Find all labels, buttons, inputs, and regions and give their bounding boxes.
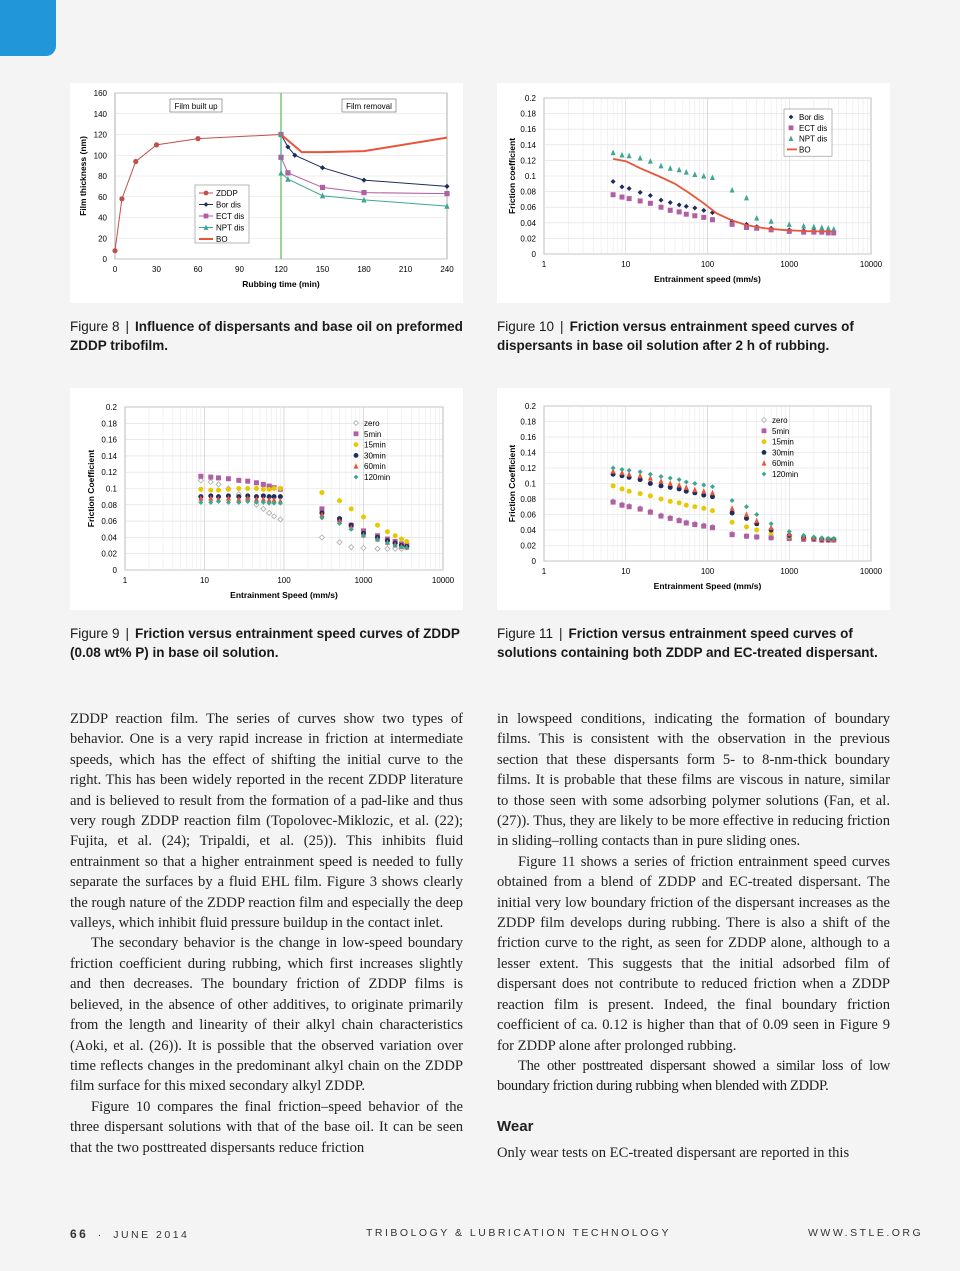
legend-label: 5min bbox=[772, 426, 790, 436]
caption-number: Figure 8 bbox=[70, 319, 120, 334]
legend bbox=[784, 109, 832, 156]
data-point bbox=[701, 506, 706, 511]
section-heading-wear: Wear bbox=[497, 1117, 534, 1135]
data-point bbox=[337, 498, 342, 503]
y-tick-label: 0.18 bbox=[520, 417, 536, 427]
x-tick-label: 10 bbox=[200, 576, 209, 585]
data-point bbox=[261, 482, 266, 487]
data-point bbox=[236, 478, 241, 483]
data-point bbox=[354, 453, 359, 458]
data-point bbox=[208, 488, 213, 493]
y-axis-label: Friction Coefficient bbox=[86, 449, 96, 528]
data-point bbox=[245, 486, 250, 491]
y-tick-label: 0.04 bbox=[520, 526, 536, 535]
data-point bbox=[684, 521, 689, 526]
y-tick-label: 0.16 bbox=[520, 125, 536, 135]
data-point bbox=[638, 198, 643, 203]
corner-accent bbox=[0, 0, 56, 56]
x-tick-label: 1000 bbox=[354, 576, 373, 585]
data-point bbox=[285, 170, 290, 175]
data-point bbox=[611, 500, 616, 505]
legend-label: 30min bbox=[772, 448, 794, 458]
legend-label: 60min bbox=[772, 459, 794, 469]
x-tick-label: 100 bbox=[277, 576, 291, 585]
left-column bbox=[70, 709, 463, 1158]
data-point bbox=[684, 503, 689, 508]
legend-label: 30min bbox=[364, 451, 386, 461]
legend-label: NPT dis bbox=[799, 134, 828, 144]
data-point bbox=[198, 487, 203, 492]
y-tick-label: 0.04 bbox=[520, 218, 536, 228]
y-axis-label: Friction coefficient bbox=[507, 137, 517, 215]
data-point bbox=[216, 475, 221, 480]
figure-9-caption: Figure 9 | Friction versus entrainment speed curves of ZDDP (0.08 wt% P) in base oil solution. bbox=[70, 626, 460, 660]
data-point bbox=[254, 486, 259, 491]
data-point bbox=[648, 481, 653, 486]
caption-number: Figure 11 bbox=[497, 626, 554, 641]
x-tick-label: 150 bbox=[315, 265, 330, 274]
data-point bbox=[627, 504, 632, 509]
x-tick-label: 90 bbox=[235, 265, 244, 274]
x-tick-label: 10 bbox=[621, 260, 631, 269]
y-tick-label: 140 bbox=[93, 109, 107, 119]
y-tick-label: 0.1 bbox=[524, 479, 536, 489]
caption-number: Figure 9 bbox=[70, 626, 120, 641]
page-number: 66 bbox=[70, 1227, 89, 1241]
data-point bbox=[361, 190, 366, 195]
figure-8-caption: Figure 8 | Influence of dispersants and base oil on preformed ZDDP tribofilm. bbox=[70, 319, 463, 353]
y-axis-label: Friction Coefficient bbox=[507, 444, 517, 523]
y-tick-label: 0.2 bbox=[524, 94, 536, 103]
data-point bbox=[754, 534, 759, 539]
x-tick-label: 1000 bbox=[780, 260, 799, 269]
data-point bbox=[730, 532, 735, 537]
legend-label: BO bbox=[216, 235, 228, 244]
x-tick-label: 1 bbox=[541, 260, 547, 269]
y-tick-label: 0.14 bbox=[101, 451, 117, 461]
y-tick-label: 0.12 bbox=[520, 156, 536, 166]
legend-label: 120min bbox=[772, 470, 799, 479]
legend-label: ZDDP bbox=[216, 189, 238, 198]
y-tick-label: 0 bbox=[112, 566, 117, 575]
figure-11-panel bbox=[497, 388, 890, 610]
y-tick-label: 0.14 bbox=[520, 140, 536, 150]
data-point bbox=[730, 520, 735, 525]
data-point bbox=[154, 142, 159, 147]
y-ticks bbox=[101, 403, 117, 575]
data-point bbox=[659, 514, 664, 519]
y-tick-label: 40 bbox=[98, 213, 107, 223]
data-point bbox=[319, 490, 324, 495]
data-point bbox=[744, 524, 749, 529]
figure-8-chart bbox=[70, 83, 463, 303]
x-tick-label: 10000 bbox=[859, 567, 883, 576]
data-point bbox=[648, 493, 653, 498]
y-tick-label: 0.08 bbox=[520, 495, 536, 504]
data-point bbox=[226, 487, 231, 492]
footer-site: WWW.STLE.ORG bbox=[808, 1227, 924, 1239]
x-axis-label: Rubbing time (min) bbox=[242, 279, 320, 289]
data-point bbox=[789, 125, 794, 130]
paragraph: Figure 11 shows a series of friction entrainment speed curves obtained from a blend of ZDDP and EC-treated dispersant. The initial very low boundary friction of the dispersant increases as the ZDDP film develops during rubbing. There is also a shift of the friction curve to the right, as seen for ZDDP alone, although to a lesser extent. This suggests that the initial adsorbed film of dispersant does not contribute to reduced friction when a ZDDP reaction film is present. Indeed, the final boundary friction coefficient of ca. 0.12 is higher than that of 0.09 seen in Figure 9 for ZDDP alone after prolonged rubbing. bbox=[497, 853, 890, 1054]
legend-label: NPT dis bbox=[216, 223, 245, 233]
y-tick-label: 0.08 bbox=[520, 187, 536, 197]
caption-text: Influence of dispersants and base oil on preformed ZDDP tribofilm. bbox=[70, 319, 463, 353]
x-tick-label: 240 bbox=[440, 265, 454, 274]
data-point bbox=[638, 491, 643, 496]
data-point bbox=[762, 428, 767, 433]
data-point bbox=[692, 504, 697, 509]
data-point bbox=[659, 205, 664, 210]
data-point bbox=[133, 159, 138, 164]
y-tick-label: 0 bbox=[531, 250, 536, 259]
data-point bbox=[399, 537, 404, 542]
data-point bbox=[320, 185, 325, 190]
data-point bbox=[668, 516, 673, 521]
data-point bbox=[627, 196, 632, 201]
data-point bbox=[762, 439, 767, 444]
legend-label: 15min bbox=[364, 440, 386, 450]
data-point bbox=[684, 212, 689, 217]
data-point bbox=[701, 215, 706, 220]
data-point bbox=[361, 515, 366, 520]
legend-label: 5min bbox=[364, 429, 382, 439]
y-tick-label: 120 bbox=[93, 130, 107, 140]
annotation-film-built-up bbox=[170, 99, 222, 112]
x-tick-label: 1000 bbox=[780, 567, 799, 576]
data-point bbox=[112, 248, 117, 253]
legend-label: Bor dis bbox=[216, 200, 241, 210]
data-point bbox=[620, 486, 625, 491]
data-point bbox=[659, 483, 664, 488]
right-column bbox=[497, 709, 890, 1164]
x-tick-label: 10000 bbox=[859, 260, 883, 269]
data-point bbox=[278, 486, 283, 491]
caption-text: Friction versus entrainment speed curves of dispersants in base oil solution after 2 h of rubbing. bbox=[497, 319, 854, 353]
paragraph: ZDDP reaction film. The series of curves show two types of behavior. One is a very rapid increase in friction at intermediate speeds, which has the effect of shifting the initial curve to the right. This has been widely reported in the recent ZDDP literature and is believed to result from the formation of a pad-like and thus very rough ZDDP reaction film (Topolovec-Miklozic, et al. (22); Fujita, et al. (24); Tripaldi, et al. (25)). This inhibits fluid entrainment so that a higher entrainment speed is needed to fully separate the surfaces by a fluid EHL film. Figure 3 shows clearly the rough nature of the ZDDP reaction film and especially the deep valleys, which inhibit fluid pressure buildup in the contact inlet. bbox=[70, 711, 463, 932]
data-point bbox=[710, 217, 715, 222]
y-axis-label: Film thickness (nm) bbox=[78, 136, 88, 216]
footer-date: JUNE 2014 bbox=[113, 1229, 190, 1241]
x-tick-label: 0 bbox=[112, 265, 118, 274]
figure-9-panel bbox=[70, 388, 463, 610]
data-point bbox=[208, 475, 213, 480]
caption-text: Friction versus entrainment speed curves of solutions containing both ZDDP and EC-treated dispersant. bbox=[497, 626, 878, 660]
data-point bbox=[730, 222, 735, 227]
y-tick-label: 0.18 bbox=[520, 109, 536, 119]
legend-label: 120min bbox=[364, 473, 391, 482]
x-tick-label: 120 bbox=[274, 265, 288, 274]
data-point bbox=[648, 510, 653, 515]
y-tick-label: 60 bbox=[98, 192, 107, 202]
y-tick-label: 0 bbox=[531, 557, 536, 566]
data-point bbox=[762, 450, 767, 455]
data-point bbox=[730, 510, 735, 515]
data-point bbox=[354, 431, 359, 436]
data-point bbox=[393, 533, 398, 538]
legend-label: ECT dis bbox=[799, 123, 828, 133]
paragraph: in lowspeed conditions, indicating the formation of boundary films. This is consistent with the observation in the previous section that these dispersants form 5- to 8-nm-thick boundary films. It is probable that these films are viscous in nature, similar to those seen with some adsorbing polymer solutions (Fan, et al. (27)). Thus, they are likely to be more effective in reducing friction in sliding–rolling contacts than in pure sliding ones. bbox=[497, 711, 890, 850]
y-tick-label: 0.12 bbox=[101, 468, 117, 478]
data-point bbox=[354, 442, 359, 447]
y-tick-label: 0.02 bbox=[520, 541, 536, 551]
x-tick-label: 30 bbox=[152, 265, 161, 274]
legend-label: zero bbox=[364, 419, 380, 428]
data-point bbox=[620, 503, 625, 508]
y-tick-label: 0.12 bbox=[520, 464, 536, 473]
y-tick-label: 0.16 bbox=[101, 435, 117, 445]
data-point bbox=[611, 192, 616, 197]
y-ticks bbox=[520, 402, 536, 566]
x-axis-label: Entrainment Speed (mm/s) bbox=[653, 581, 762, 591]
data-point bbox=[769, 535, 774, 540]
data-point bbox=[204, 191, 209, 196]
paragraph: The other posttreated dispersant showed a similar loss of low boundary friction during rubbing when blended with ZDDP. bbox=[497, 1057, 890, 1095]
figure-10-chart bbox=[497, 83, 890, 303]
y-ticks bbox=[520, 94, 536, 259]
y-tick-label: 0.02 bbox=[101, 549, 117, 559]
legend-label: Bor dis bbox=[799, 113, 824, 122]
data-point bbox=[710, 508, 715, 513]
data-point bbox=[754, 528, 759, 533]
paragraph: Only wear tests on EC-treated dispersant are reported in this bbox=[497, 1145, 850, 1162]
figure-9-chart bbox=[70, 388, 463, 610]
legend-label: ECT dis bbox=[216, 212, 245, 221]
figure-11-caption: Figure 11 | Friction versus entrainment speed curves of solutions containing both ZDDP and EC-treated dispersant. bbox=[497, 626, 878, 660]
data-point bbox=[254, 480, 259, 485]
data-point bbox=[668, 499, 673, 504]
x-ticks bbox=[542, 567, 883, 576]
data-point bbox=[226, 476, 231, 481]
y-tick-label: 0.08 bbox=[101, 500, 117, 510]
data-point bbox=[375, 523, 380, 528]
y-tick-label: 0.04 bbox=[101, 533, 117, 543]
data-point bbox=[119, 196, 124, 201]
legend-label: 60min bbox=[364, 462, 386, 472]
data-point bbox=[272, 486, 277, 491]
legend-label: zero bbox=[772, 416, 788, 425]
annotation-film-removal bbox=[342, 99, 396, 112]
x-tick-label: 100 bbox=[700, 260, 715, 269]
y-tick-label: 0.1 bbox=[105, 484, 117, 494]
figure-8-panel bbox=[70, 83, 463, 303]
data-point bbox=[611, 483, 616, 488]
y-tick-label: 0.18 bbox=[101, 419, 117, 429]
data-point bbox=[701, 524, 706, 529]
data-point bbox=[677, 500, 682, 505]
data-point bbox=[668, 208, 673, 213]
y-tick-label: 0.14 bbox=[520, 448, 536, 458]
data-point bbox=[349, 506, 354, 511]
paragraph: Figure 10 compares the final friction–speed behavior of the three dispersant solutions with that of the base oil. It can be seen that the two posttreated dispersants reduce friction bbox=[70, 1098, 463, 1156]
data-point bbox=[710, 525, 715, 530]
caption-number: Figure 10 bbox=[497, 319, 555, 334]
data-point bbox=[204, 214, 209, 219]
annotation-text: Film removal bbox=[346, 102, 392, 111]
caption-text: Friction versus entrainment speed curves of ZDDP (0.08 wt% P) in base oil solution. bbox=[70, 626, 460, 660]
paragraph: The secondary behavior is the change in low-speed boundary friction coefficient during rubbing, which first increases slightly and then decreases. The boundary friction of ZDDP films is believed, in the absence of other additives, to originate primarily from the length and linearity of their alkyl chain characteristics (Aoki, et al. (26)). It is possible that the observed variation over time reflects changes in the predominant alkyl chain on the ZDDP film surface for this mixed secondary alkyl ZDDP. bbox=[70, 935, 463, 1095]
footer-left bbox=[70, 1227, 189, 1241]
data-point bbox=[659, 497, 664, 502]
data-point bbox=[261, 487, 266, 492]
x-tick-label: 210 bbox=[398, 265, 413, 274]
x-tick-label: 1 bbox=[541, 567, 547, 576]
data-point bbox=[245, 479, 250, 484]
y-tick-label: 0.06 bbox=[520, 203, 536, 213]
data-point bbox=[692, 213, 697, 218]
data-point bbox=[692, 522, 697, 527]
y-tick-label: 0.06 bbox=[520, 510, 536, 520]
annotation-text: Film built up bbox=[174, 102, 218, 111]
x-ticks bbox=[123, 576, 455, 585]
y-tick-label: 100 bbox=[93, 151, 107, 161]
data-point bbox=[648, 201, 653, 206]
y-tick-label: 0.02 bbox=[520, 234, 536, 244]
y-tick-label: 20 bbox=[98, 234, 107, 244]
data-point bbox=[198, 474, 203, 479]
data-point bbox=[620, 195, 625, 200]
y-tick-label: 0.16 bbox=[520, 433, 536, 442]
x-tick-label: 180 bbox=[357, 265, 371, 274]
legend-label: 15min bbox=[772, 437, 794, 447]
figure-10-panel bbox=[497, 83, 890, 303]
x-tick-label: 100 bbox=[700, 567, 715, 576]
y-tick-label: 0.2 bbox=[524, 402, 536, 411]
data-point bbox=[195, 136, 200, 141]
y-tick-label: 0 bbox=[102, 255, 107, 264]
x-axis-label: Entrainment speed (mm/s) bbox=[654, 274, 761, 284]
data-point bbox=[744, 534, 749, 539]
legend bbox=[195, 185, 249, 244]
x-tick-label: 60 bbox=[193, 265, 203, 274]
data-point bbox=[404, 539, 409, 544]
y-tick-label: 80 bbox=[98, 172, 107, 181]
data-point bbox=[627, 489, 632, 494]
legend-label: BO bbox=[799, 145, 811, 155]
footer-dot: · bbox=[97, 1229, 104, 1241]
y-tick-label: 0.06 bbox=[101, 517, 117, 527]
data-point bbox=[216, 488, 221, 493]
x-tick-label: 1 bbox=[122, 576, 128, 585]
x-tick-label: 10 bbox=[621, 567, 631, 576]
data-point bbox=[638, 507, 643, 512]
x-axis-label: Entrainment Speed (mm/s) bbox=[230, 590, 338, 600]
data-point bbox=[677, 209, 682, 214]
footer-journal: TRIBOLOGY & LUBRICATION TECHNOLOGY bbox=[366, 1227, 671, 1239]
data-point bbox=[267, 487, 272, 492]
y-tick-label: 0.2 bbox=[105, 403, 117, 412]
data-point bbox=[677, 518, 682, 523]
y-tick-label: 160 bbox=[93, 89, 107, 98]
y-tick-label: 0.1 bbox=[524, 172, 536, 181]
x-ticks bbox=[542, 260, 883, 269]
data-point bbox=[385, 529, 390, 534]
x-tick-label: 10000 bbox=[431, 576, 455, 585]
data-point bbox=[236, 486, 241, 491]
data-point bbox=[444, 191, 449, 196]
figure-11-chart bbox=[497, 388, 890, 610]
figure-10-caption: Figure 10 | Friction versus entrainment speed curves of dispersants in base oil solution after 2 h of rubbing. bbox=[497, 319, 854, 353]
